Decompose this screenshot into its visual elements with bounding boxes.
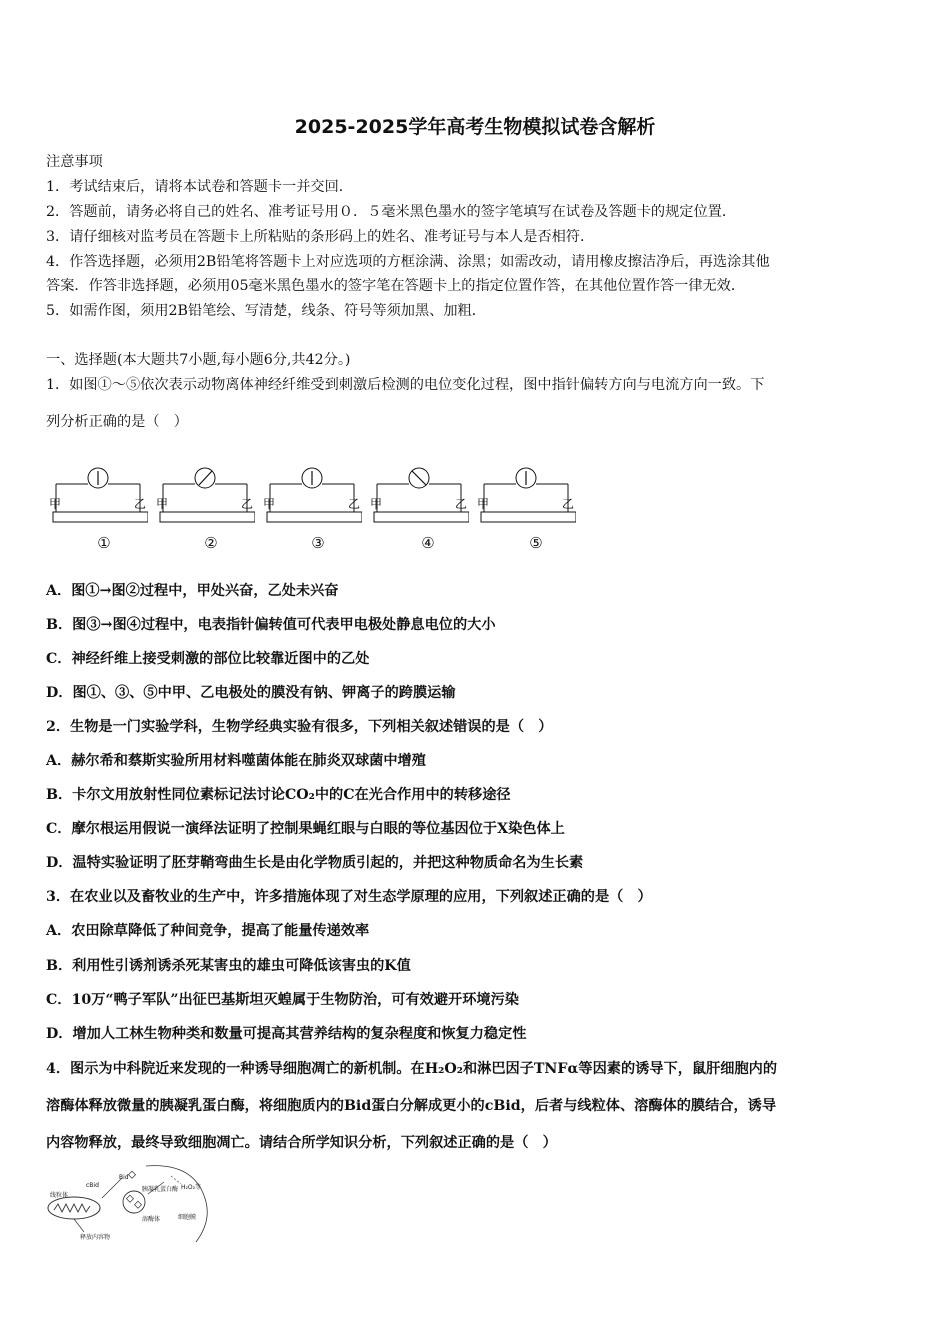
electrode-label-yi: 乙 xyxy=(241,497,254,511)
electrode-label-jia: 甲 xyxy=(263,497,276,511)
q1-figure xyxy=(48,462,588,554)
panel-number: ④ xyxy=(421,534,435,552)
page-title: 2025-2025学年高考生物模拟试卷含解析 xyxy=(294,116,656,138)
label-h2o2: H₂O₂等 xyxy=(181,1184,202,1191)
electrode-label-jia: 甲 xyxy=(156,497,169,511)
panel-number: ① xyxy=(97,534,111,552)
notice-item: 2．答题前，请务必将自己的姓名、准考证号用０．５毫米黑色墨水的签字笔填写在试卷及答题卡的规定位置． xyxy=(46,204,737,220)
electrode-label-yi: 乙 xyxy=(455,497,468,511)
galvanometer-diagram-2 xyxy=(155,462,255,532)
q2-option-c: C．摩尔根运用假说一演绎法证明了控制果蝇红眼与白眼的等位基因位于X染色体上 xyxy=(46,821,565,837)
q3-option-b: B．利用性引诱剂诱杀死某害虫的雄虫可降低该害虫的K值 xyxy=(46,958,411,974)
question-4-stem: 4．图示为中科院近来发现的一种诱导细胞凋亡的新机制。在H₂O₂和淋巴因子TNFα等因素的诱导下，鼠肝细胞内的 xyxy=(46,1061,778,1077)
label-release: 释放内容物 xyxy=(80,1234,111,1241)
panel-number: ③ xyxy=(311,534,325,552)
label-enzyme: 胰凝乳蛋白酶 xyxy=(142,1186,179,1193)
q1-option-b: B．图③→图④过程中，电表指针偏转值可代表甲电极处静息电位的大小 xyxy=(46,617,496,633)
question-1-stem: 1．如图①～⑤依次表示动物离体神经纤维受到刺激后检测的电位变化过程，图中指针偏转方向与电流方向一致。下 xyxy=(46,377,765,393)
question-4-stem-cont: 内容物释放，最终导致细胞凋亡。请结合所学知识分析，下列叙述正确的是（ ） xyxy=(46,1135,557,1151)
apoptosis-diagram xyxy=(46,1162,226,1244)
question-3-stem: 3．在农业以及畜牧业的生产中，许多措施体现了对生态学原理的应用，下列叙述正确的是（ ） xyxy=(46,889,652,905)
electrode-label-jia: 甲 xyxy=(49,497,62,511)
notice-item: 3．请仔细核对监考员在答题卡上所粘贴的条形码上的姓名、准考证号与本人是否相符． xyxy=(46,229,595,245)
label-lysosome: 溶酶体 xyxy=(142,1216,161,1223)
electrode-label-yi: 乙 xyxy=(134,497,147,511)
panel-number: ② xyxy=(204,534,218,552)
galvanometer-diagram-4 xyxy=(369,462,469,532)
galvanometer-diagram-5 xyxy=(476,462,576,532)
electrode-label-jia: 甲 xyxy=(370,497,383,511)
q2-option-a: A．赫尔希和蔡斯实验所用材料噬菌体能在肺炎双球菌中增殖 xyxy=(46,753,426,769)
question-2-stem: 2．生物是一门实验学科，生物学经典实验有很多，下列相关叙述错误的是（ ） xyxy=(46,719,553,735)
notice-item: 1．考试结束后，请将本试卷和答题卡一并交回． xyxy=(46,179,353,195)
q3-option-d: D．增加人工林生物种类和数量可提高其营养结构的复杂程度和恢复力稳定性 xyxy=(46,1026,527,1042)
notice-heading: 注意事项 xyxy=(46,154,103,170)
question-4-stem-cont: 溶酶体释放微量的胰凝乳蛋白酶，将细胞质内的Bid蛋白分解成更小的cBid，后者与线粒体、溶酶体的膜结合，诱导 xyxy=(46,1098,777,1114)
galvanometer-diagram-1 xyxy=(48,462,148,532)
electrode-label-yi: 乙 xyxy=(562,497,575,511)
notice-item: 5．如需作图，须用2B铅笔绘、写清楚，线条、符号等须加黑、加粗． xyxy=(46,303,486,319)
question-1-stem-cont: 列分析正确的是（ ） xyxy=(46,414,188,430)
label-cbid: cBid xyxy=(86,1182,99,1189)
label-membrane: 细胞膜 xyxy=(178,1214,197,1221)
section-heading: 一、选择题(本大题共7小题,每小题6分,共42分。) xyxy=(46,352,351,368)
q3-option-a: A．农田除草降低了种间竞争，提高了能量传递效率 xyxy=(46,923,370,939)
q1-option-a: A．图①→图②过程中，甲处兴奋，乙处未兴奋 xyxy=(46,583,339,599)
electrode-label-yi: 乙 xyxy=(348,497,361,511)
q2-option-d: D．温特实验证明了胚芽鞘弯曲生长是由化学物质引起的，并把这种物质命名为生长素 xyxy=(46,855,584,871)
q4-figure xyxy=(46,1162,226,1244)
panel-number: ⑤ xyxy=(529,534,543,552)
electrode-label-jia: 甲 xyxy=(477,497,490,511)
q2-option-b: B．卡尔文用放射性同位素标记法讨论CO₂中的C在光合作用中的转移途径 xyxy=(46,787,511,803)
q3-option-c: C．10万“鸭子军队”出征巴基斯坦灭蝗属于生物防治，可有效避开环境污染 xyxy=(46,992,519,1008)
notice-item: 答案．作答非选择题，必须用05毫米黑色墨水的签字笔在答题卡上的指定位置作答，在其他位置作答一律无效． xyxy=(46,278,746,294)
notice-item: 4．作答选择题，必须用2B铅笔将答题卡上对应选项的方框涂满、涂黑；如需改动，请用橡皮擦洁净后，再选涂其他 xyxy=(46,254,770,270)
galvanometer-diagram-3 xyxy=(262,462,362,532)
label-bid: Bid xyxy=(119,1174,129,1181)
q1-option-d: D．图①、③、⑤中甲、乙电极处的膜没有钠、钾离子的跨膜运输 xyxy=(46,685,456,701)
q1-option-c: C．神经纤维上接受刺激的部位比较靠近图中的乙处 xyxy=(46,651,370,667)
label-mitochondria: 线粒体 xyxy=(50,1192,69,1199)
